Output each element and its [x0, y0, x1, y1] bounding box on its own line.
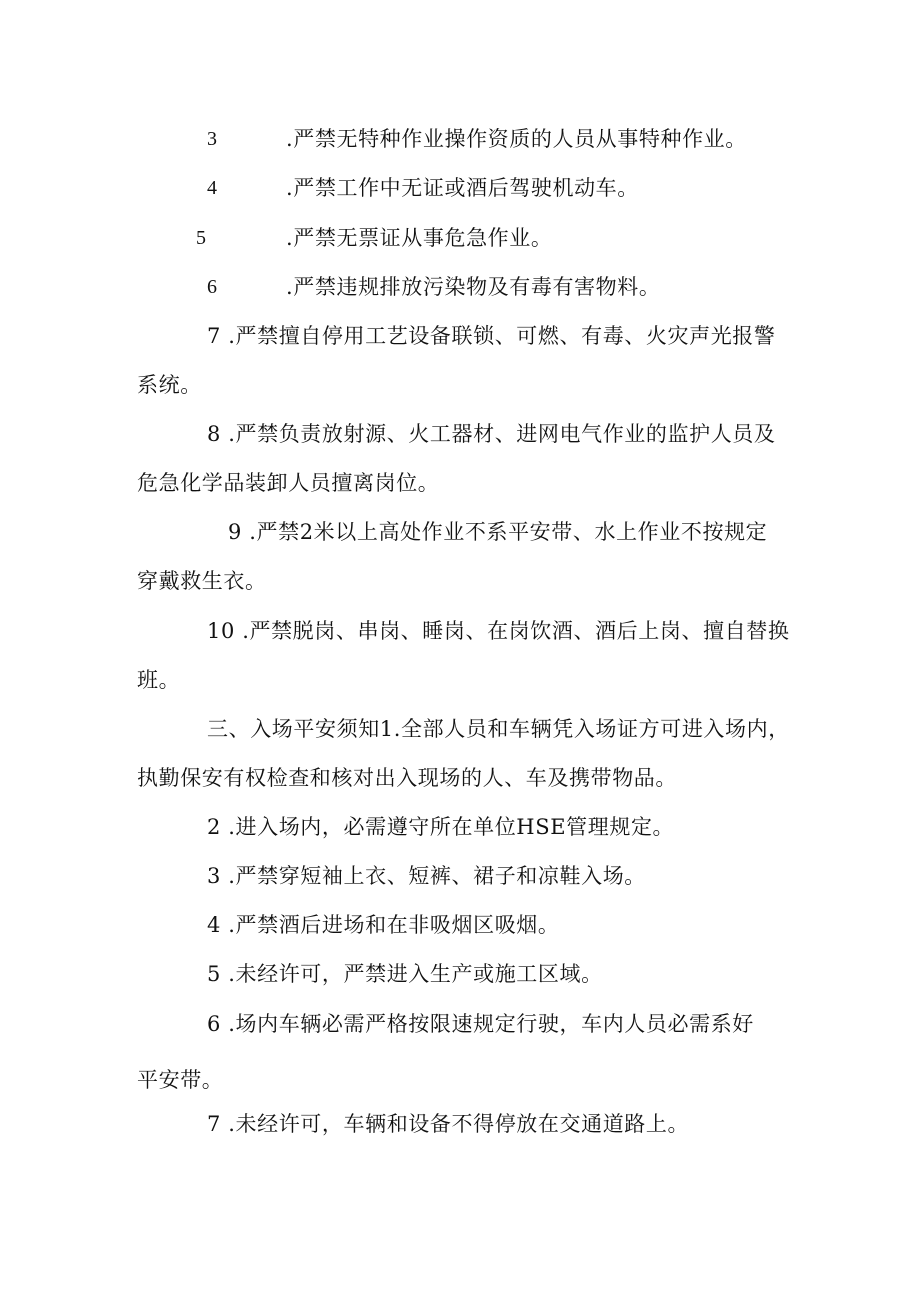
- rule-item-10-line1: 10 .严禁脱岗、串岗、睡岗、在岗饮酒、酒后上岗、擅自替换: [207, 619, 790, 643]
- rule-item-9-line2: 穿戴救生衣。: [137, 569, 267, 593]
- entry-rule-item: 2 .进入场内，必需遵守所在单位HSE管理规定。: [207, 815, 675, 839]
- section-3-line2: 执勤保安有权检查和核对出入现场的人、车及携带物品。: [137, 766, 677, 790]
- rule-item-9-line1: 9 .严禁2米以上高处作业不系平安带、水上作业不按规定: [228, 520, 768, 544]
- rule-item-text: .严禁无票证从事危急作业。: [286, 226, 553, 250]
- rule-item-8-line1: 8 .严禁负责放射源、火工器材、进网电气作业的监护人员及: [207, 422, 776, 446]
- entry-rule-item: 4 .严禁酒后进场和在非吸烟区吸烟。: [207, 913, 560, 937]
- item-number: 4: [207, 177, 217, 199]
- rule-item-8-line2: 危急化学品装卸人员擅离岗位。: [137, 471, 440, 495]
- rule-item-text: .严禁工作中无证或酒后驾驶机动车。: [286, 176, 639, 200]
- rule-item-text: .严禁违规排放污染物及有毒有害物料。: [286, 275, 661, 299]
- rule-item-7-line2: 系统。: [137, 373, 202, 397]
- entry-rule-6-line1: 6 .场内车辆必需严格按限速规定行驶，车内人员必需系好: [207, 1012, 754, 1036]
- section-3-line1: 三、入场平安须知1.全部人员和车辆凭入场证方可进入场内，: [207, 717, 790, 741]
- item-number: 3: [207, 128, 217, 150]
- entry-rule-item: 3 .严禁穿短袖上衣、短裤、裙子和凉鞋入场。: [207, 864, 646, 888]
- rule-item-text: .严禁无特种作业操作资质的人员从事特种作业。: [286, 127, 747, 151]
- item-number: 6: [207, 276, 217, 298]
- rule-item-10-line2: 班。: [137, 668, 181, 692]
- entry-rule-item: 7 .未经许可，车辆和设备不得停放在交通道路上。: [207, 1112, 690, 1136]
- entry-rule-item: 5 .未经许可，严禁进入生产或施工区域。: [207, 962, 603, 986]
- item-number: 5: [196, 227, 206, 249]
- entry-rule-6-line2: 平安带。: [137, 1068, 224, 1092]
- rule-item-7-line1: 7 .严禁擅自停用工艺设备联锁、可燃、有毒、火灾声光报警: [207, 324, 776, 348]
